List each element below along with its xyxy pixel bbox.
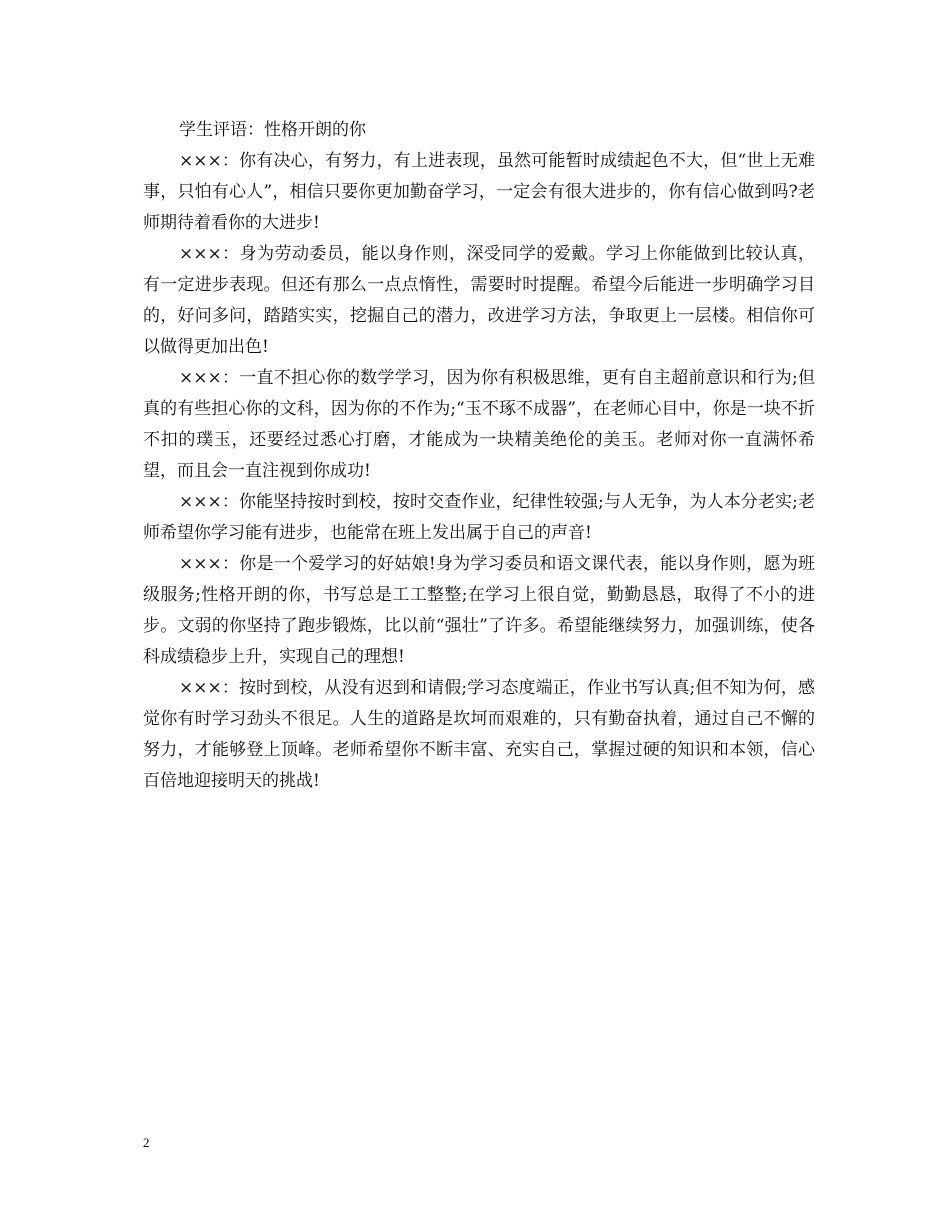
comment-paragraph-2: ×××：身为劳动委员，能以身作则，深受同学的爱戴。学习上你能做到比较认真，有一定进步表现。但还有那么一点点惰性，需要时时提醒。希望今后能进一步明确学习目的，好问多问，踏踏实实，挖掘自己的潜力，改进学习方法，争取更上一层楼。相信你可以做得更加出色! (143, 244, 815, 357)
page-number: 2 (143, 1135, 150, 1150)
comment-paragraph-6: ×××：按时到校，从没有迟到和请假;学习态度端正，作业书写认真;但不知为何，感觉你有时学习劲头不很足。人生的道路是坎坷而艰难的，只有勤奋执着，通过自己不懈的努力，才能够登上顶峰。老师希望你不断丰富、充实自己，掌握过硬的知识和本领，信心百倍地迎接明天的挑战! (143, 678, 815, 791)
document-body (143, 115, 815, 797)
comment-paragraph-3: ×××：一直不担心你的数学学习，因为你有积极思维，更有自主超前意识和行为;但真的有些担心你的文科，因为你的不作为;“玉不琢不成器”，在老师心目中，你是一块不折不扣的璞玉，还要经过悉心打磨，才能成为一块精美绝伦的美玉。老师对你一直满怀希望，而且会一直注视到你成功! (143, 368, 815, 481)
comment-paragraph-5: ×××：你是一个爱学习的好姑娘!身为学习委员和语文课代表，能以身作则，愿为班级服务;性格开朗的你，书写总是工工整整;在学习上很自觉，勤勤恳恳，取得了不小的进步。文弱的你坚持了跑步锻炼，比以前“强壮”了许多。希望能继续努力，加强训练，使各科成绩稳步上升，实现自己的理想! (143, 554, 815, 667)
document-title: 学生评语：性格开朗的你 (179, 120, 366, 140)
comment-paragraph-1: ×××：你有决心，有努力，有上进表现，虽然可能暂时成绩起色不大，但“世上无难事，只怕有心人”，相信只要你更加勤奋学习，一定会有很大进步的，你有信心做到吗?老师期待着看你的大进步! (143, 151, 815, 233)
comment-paragraph-4: ×××：你能坚持按时到校，按时交查作业，纪律性较强;与人无争，为人本分老实;老师希望你学习能有进步，也能常在班上发出属于自己的声音! (143, 492, 815, 543)
